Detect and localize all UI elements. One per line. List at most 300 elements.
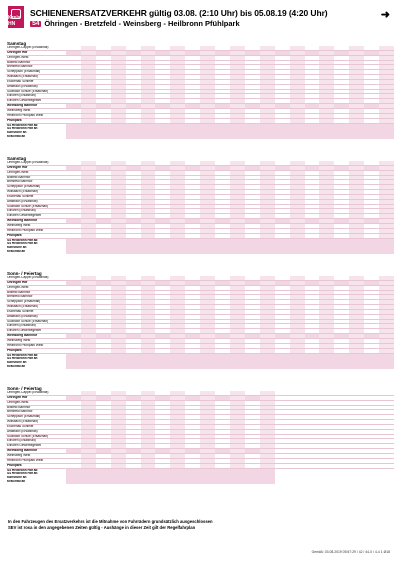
time-cell bbox=[230, 406, 245, 410]
station-name: Sülzbach Schule (Ersatzhalt) bbox=[6, 90, 66, 95]
time-cell bbox=[185, 339, 200, 343]
time-cell bbox=[260, 444, 275, 448]
time-cell bbox=[141, 349, 156, 353]
time-cell bbox=[215, 214, 230, 218]
time-cell bbox=[230, 286, 245, 290]
time-cell bbox=[141, 224, 156, 228]
time-cell bbox=[290, 430, 305, 434]
station-name: Weinsberg Bahnhof bbox=[6, 104, 66, 109]
time-cell bbox=[96, 305, 111, 309]
time-cell bbox=[111, 344, 126, 348]
station-column bbox=[6, 391, 66, 484]
time-cell bbox=[126, 415, 141, 419]
time-cell bbox=[349, 310, 364, 314]
time-cell bbox=[230, 104, 245, 108]
time-cell bbox=[349, 464, 364, 468]
time-cell bbox=[245, 295, 260, 299]
time-cell bbox=[81, 435, 96, 439]
time-cell bbox=[126, 425, 141, 429]
time-cell bbox=[260, 310, 275, 314]
time-cell bbox=[230, 114, 245, 118]
time-cell bbox=[111, 176, 126, 180]
time-cell bbox=[260, 480, 275, 484]
time-cell bbox=[66, 46, 81, 50]
time-cell bbox=[275, 70, 290, 74]
time-cell bbox=[66, 480, 81, 484]
time-cell bbox=[379, 444, 394, 448]
time-cell bbox=[111, 104, 126, 108]
time-cell bbox=[126, 310, 141, 314]
time-cell bbox=[334, 171, 349, 175]
time-cell bbox=[66, 291, 81, 295]
time-cell bbox=[305, 46, 320, 50]
time-cell bbox=[81, 454, 96, 458]
time-cell bbox=[349, 291, 364, 295]
time-cell bbox=[230, 56, 245, 60]
time-cell bbox=[81, 339, 96, 343]
time-cell bbox=[141, 430, 156, 434]
time-cell bbox=[66, 339, 81, 343]
station-name: Bretzfeld Bahnhof bbox=[6, 180, 66, 185]
time-cell bbox=[364, 324, 379, 328]
time-cell bbox=[290, 209, 305, 213]
station-name: Willsbach (Ersatzhalt) bbox=[6, 420, 66, 425]
time-cell bbox=[66, 250, 81, 254]
time-cell bbox=[334, 391, 349, 395]
time-cell bbox=[185, 420, 200, 424]
time-cell bbox=[364, 320, 379, 324]
station-name: Öhringen Hbf bbox=[6, 51, 66, 56]
time-cell bbox=[305, 90, 320, 94]
time-cell bbox=[96, 234, 111, 238]
time-cell bbox=[170, 286, 185, 290]
time-cell bbox=[230, 334, 245, 338]
time-cell bbox=[305, 104, 320, 108]
time-cell bbox=[349, 444, 364, 448]
time-cell bbox=[215, 75, 230, 79]
time-cell bbox=[81, 401, 96, 405]
time-cell bbox=[379, 214, 394, 218]
time-cell bbox=[319, 329, 334, 333]
time-cell bbox=[126, 420, 141, 424]
time-cell bbox=[230, 449, 245, 453]
time-cell bbox=[96, 135, 111, 139]
time-cell bbox=[260, 195, 275, 199]
time-cell bbox=[96, 300, 111, 304]
time-cell bbox=[66, 444, 81, 448]
time-cell bbox=[319, 420, 334, 424]
connection-note: S4 Heilbronn Hbf an bbox=[7, 357, 38, 361]
time-cell bbox=[275, 449, 290, 453]
time-cell bbox=[364, 310, 379, 314]
time-cell bbox=[275, 171, 290, 175]
time-cell bbox=[215, 234, 230, 238]
time-cell bbox=[215, 349, 230, 353]
time-cell bbox=[245, 329, 260, 333]
time-cell bbox=[230, 300, 245, 304]
time-cell bbox=[379, 396, 394, 400]
time-cell bbox=[66, 410, 81, 414]
time-cell bbox=[111, 46, 126, 50]
time-cell bbox=[245, 200, 260, 204]
time-cell bbox=[215, 185, 230, 189]
time-cell bbox=[185, 320, 200, 324]
time-cell bbox=[155, 444, 170, 448]
time-cell bbox=[200, 339, 215, 343]
time-cell bbox=[170, 224, 185, 228]
time-cell bbox=[260, 94, 275, 98]
time-cell bbox=[364, 51, 379, 55]
time-cell bbox=[260, 135, 275, 139]
time-cell bbox=[170, 229, 185, 233]
time-cell bbox=[96, 396, 111, 400]
time-cell bbox=[245, 276, 260, 280]
time-cell bbox=[364, 229, 379, 233]
time-cell bbox=[141, 171, 156, 175]
time-cell bbox=[275, 176, 290, 180]
time-cell bbox=[290, 334, 305, 338]
time-cell bbox=[364, 185, 379, 189]
time-cell bbox=[305, 295, 320, 299]
line-badge: S4 bbox=[32, 20, 40, 27]
time-cell bbox=[319, 281, 334, 285]
time-cell bbox=[319, 415, 334, 419]
time-cell bbox=[200, 334, 215, 338]
time-cell bbox=[170, 171, 185, 175]
time-cell bbox=[170, 46, 185, 50]
station-name: Affaltrach (Ersatzhalt) bbox=[6, 430, 66, 435]
time-cell bbox=[215, 46, 230, 50]
time-cell bbox=[245, 286, 260, 290]
time-cell bbox=[66, 286, 81, 290]
time-cell bbox=[111, 406, 126, 410]
time-cell bbox=[305, 415, 320, 419]
time-cell bbox=[364, 234, 379, 238]
time-cell bbox=[96, 454, 111, 458]
time-cell bbox=[170, 425, 185, 429]
time-cell bbox=[364, 224, 379, 228]
time-cell bbox=[305, 281, 320, 285]
time-cell bbox=[245, 224, 260, 228]
station-name: Weinsberg West bbox=[6, 109, 66, 114]
station-name: Willsbach (Ersatzhalt) bbox=[6, 75, 66, 80]
time-cell bbox=[230, 75, 245, 79]
station-name: Bretzfeld Bahnhof bbox=[6, 295, 66, 300]
time-cell bbox=[319, 171, 334, 175]
time-cell bbox=[215, 56, 230, 60]
time-cell bbox=[185, 454, 200, 458]
time-cell bbox=[319, 90, 334, 94]
time-cell bbox=[81, 291, 96, 295]
time-cell bbox=[245, 56, 260, 60]
connection-note: Kraichtal an bbox=[7, 480, 26, 484]
time-cell bbox=[66, 449, 81, 453]
station-name: Weinsberg Bahnhof bbox=[6, 334, 66, 339]
time-cell bbox=[200, 219, 215, 223]
time-cell bbox=[126, 200, 141, 204]
connection-note: S4 Heilbronn Hbf an bbox=[7, 472, 38, 476]
time-cell bbox=[334, 70, 349, 74]
time-cell bbox=[275, 224, 290, 228]
time-cell bbox=[155, 90, 170, 94]
station-name: Sülzbach Schule (Ersatzhalt) bbox=[6, 435, 66, 440]
time-cell bbox=[141, 439, 156, 443]
time-cell bbox=[200, 75, 215, 79]
time-cell bbox=[200, 444, 215, 448]
time-cell bbox=[319, 320, 334, 324]
time-cell bbox=[305, 435, 320, 439]
time-cell bbox=[141, 480, 156, 484]
time-cell bbox=[305, 454, 320, 458]
time-cell bbox=[230, 90, 245, 94]
time-cell bbox=[200, 104, 215, 108]
time-cell bbox=[155, 349, 170, 353]
time-cell bbox=[275, 80, 290, 84]
time-cell bbox=[96, 420, 111, 424]
time-cell bbox=[66, 61, 81, 65]
time-cell bbox=[185, 219, 200, 223]
time-cell bbox=[349, 161, 364, 165]
footer-note-1: In den Fahrzeugen des Ersatzverkehrs ist die Mitnahme von Fahrrädern grundsätzlich ausgeschlossen bbox=[8, 519, 213, 524]
time-cell bbox=[185, 410, 200, 414]
time-cell bbox=[170, 205, 185, 209]
time-cell bbox=[305, 80, 320, 84]
time-cell bbox=[111, 51, 126, 55]
time-cell bbox=[170, 415, 185, 419]
time-cell bbox=[126, 94, 141, 98]
table-row bbox=[66, 250, 394, 254]
time-cell bbox=[379, 200, 394, 204]
time-cell bbox=[230, 349, 245, 353]
time-cell bbox=[200, 229, 215, 233]
time-cell bbox=[155, 229, 170, 233]
time-cell bbox=[379, 180, 394, 184]
time-cell bbox=[349, 435, 364, 439]
time-cell bbox=[334, 320, 349, 324]
time-cell bbox=[66, 114, 81, 118]
time-cell bbox=[126, 444, 141, 448]
time-cell bbox=[66, 85, 81, 89]
time-cell bbox=[319, 449, 334, 453]
time-cell bbox=[260, 205, 275, 209]
time-cell bbox=[305, 135, 320, 139]
time-cell bbox=[66, 161, 81, 165]
station-name: Affaltrach (Ersatzhalt) bbox=[6, 200, 66, 205]
time-cell bbox=[81, 171, 96, 175]
time-cell bbox=[111, 435, 126, 439]
time-cell bbox=[126, 65, 141, 69]
time-cell bbox=[215, 61, 230, 65]
time-cell bbox=[81, 176, 96, 180]
time-cell bbox=[66, 300, 81, 304]
time-cell bbox=[96, 250, 111, 254]
time-cell bbox=[245, 464, 260, 468]
time-cell bbox=[81, 415, 96, 419]
time-cell bbox=[141, 401, 156, 405]
time-cell bbox=[200, 295, 215, 299]
time-cell bbox=[200, 51, 215, 55]
time-cell bbox=[379, 114, 394, 118]
time-cell bbox=[215, 114, 230, 118]
time-cell bbox=[155, 324, 170, 328]
time-cell bbox=[230, 190, 245, 194]
time-cell bbox=[185, 104, 200, 108]
time-cell bbox=[379, 435, 394, 439]
time-cell bbox=[185, 161, 200, 165]
station-name: Bitzfeld Bahnhof bbox=[6, 406, 66, 411]
time-cell bbox=[319, 46, 334, 50]
time-cell bbox=[81, 51, 96, 55]
time-cell bbox=[126, 459, 141, 463]
time-cell bbox=[155, 464, 170, 468]
time-cell bbox=[290, 234, 305, 238]
time-cell bbox=[349, 295, 364, 299]
time-cell bbox=[66, 310, 81, 314]
time-cell bbox=[334, 344, 349, 348]
time-cell bbox=[155, 224, 170, 228]
time-cell bbox=[379, 415, 394, 419]
time-cell bbox=[275, 334, 290, 338]
time-cell bbox=[126, 104, 141, 108]
time-cell bbox=[364, 329, 379, 333]
time-cell bbox=[141, 454, 156, 458]
time-cell bbox=[349, 420, 364, 424]
time-cell bbox=[81, 449, 96, 453]
time-cell bbox=[245, 51, 260, 55]
time-cell bbox=[185, 349, 200, 353]
time-cell bbox=[126, 209, 141, 213]
time-cell bbox=[290, 435, 305, 439]
time-cell bbox=[290, 444, 305, 448]
time-cell bbox=[379, 56, 394, 60]
time-cell bbox=[215, 480, 230, 484]
time-cell bbox=[170, 176, 185, 180]
time-cell bbox=[230, 295, 245, 299]
time-cell bbox=[305, 219, 320, 223]
time-cell bbox=[96, 344, 111, 348]
time-cell bbox=[260, 190, 275, 194]
time-cell bbox=[319, 229, 334, 233]
time-cell bbox=[126, 305, 141, 309]
time-cell bbox=[96, 85, 111, 89]
time-cell bbox=[260, 449, 275, 453]
time-cell bbox=[185, 195, 200, 199]
time-cell bbox=[111, 425, 126, 429]
time-cell bbox=[81, 161, 96, 165]
time-cell bbox=[215, 200, 230, 204]
time-cell bbox=[230, 435, 245, 439]
time-cell bbox=[185, 46, 200, 50]
time-cell bbox=[126, 401, 141, 405]
station-name: Pfühlpark bbox=[6, 464, 66, 469]
time-cell bbox=[349, 439, 364, 443]
time-cell bbox=[230, 410, 245, 414]
time-cell bbox=[319, 224, 334, 228]
time-cell bbox=[170, 459, 185, 463]
time-cell bbox=[111, 135, 126, 139]
time-cell bbox=[305, 161, 320, 165]
time-cell bbox=[379, 70, 394, 74]
station-name: Weinsberg West bbox=[6, 224, 66, 229]
time-cell bbox=[379, 90, 394, 94]
time-cell bbox=[170, 281, 185, 285]
time-cell bbox=[111, 310, 126, 314]
time-cell bbox=[364, 276, 379, 280]
time-cell bbox=[141, 444, 156, 448]
time-cell bbox=[96, 320, 111, 324]
time-cell bbox=[379, 104, 394, 108]
time-cell bbox=[379, 75, 394, 79]
time-cell bbox=[349, 229, 364, 233]
time-cell bbox=[260, 276, 275, 280]
time-cell bbox=[319, 334, 334, 338]
time-cell bbox=[334, 410, 349, 414]
time-cell bbox=[141, 229, 156, 233]
time-cell bbox=[185, 135, 200, 139]
time-cell bbox=[200, 61, 215, 65]
time-cell bbox=[245, 291, 260, 295]
time-cell bbox=[141, 286, 156, 290]
time-cell bbox=[141, 114, 156, 118]
time-cell bbox=[215, 195, 230, 199]
connection-note: S4 Heilbronn Hbf an bbox=[7, 242, 38, 246]
time-cell bbox=[126, 334, 141, 338]
time-cell bbox=[305, 320, 320, 324]
time-cell bbox=[290, 166, 305, 170]
time-cell bbox=[290, 56, 305, 60]
time-cell bbox=[275, 344, 290, 348]
time-cell bbox=[319, 205, 334, 209]
time-cell bbox=[319, 435, 334, 439]
time-cell bbox=[200, 161, 215, 165]
time-cell bbox=[155, 209, 170, 213]
time-cell bbox=[245, 99, 260, 103]
time-cell bbox=[364, 114, 379, 118]
time-cell bbox=[170, 329, 185, 333]
time-cell bbox=[260, 435, 275, 439]
station-name: Willsbach (Ersatzhalt) bbox=[6, 190, 66, 195]
time-cell bbox=[185, 315, 200, 319]
time-cell bbox=[96, 444, 111, 448]
time-cell bbox=[141, 166, 156, 170]
time-cell bbox=[200, 320, 215, 324]
time-cell bbox=[349, 109, 364, 113]
connection-note: S4 Heilbronn Hbf an bbox=[7, 127, 38, 131]
time-cell bbox=[96, 205, 111, 209]
time-cell bbox=[245, 119, 260, 123]
time-cell bbox=[215, 80, 230, 84]
time-cell bbox=[275, 406, 290, 410]
time-cell bbox=[215, 396, 230, 400]
time-cell bbox=[230, 200, 245, 204]
time-cell bbox=[305, 109, 320, 113]
time-cell bbox=[66, 234, 81, 238]
time-cell bbox=[170, 410, 185, 414]
time-cell bbox=[155, 214, 170, 218]
time-cell bbox=[111, 200, 126, 204]
time-cell bbox=[349, 410, 364, 414]
time-cell bbox=[305, 171, 320, 175]
time-cell bbox=[260, 459, 275, 463]
time-cell bbox=[96, 295, 111, 299]
time-cell bbox=[81, 109, 96, 113]
time-cell bbox=[305, 286, 320, 290]
time-cell bbox=[319, 94, 334, 98]
time-cell bbox=[155, 190, 170, 194]
time-cell bbox=[111, 334, 126, 338]
time-cell bbox=[364, 119, 379, 123]
time-cell bbox=[349, 454, 364, 458]
